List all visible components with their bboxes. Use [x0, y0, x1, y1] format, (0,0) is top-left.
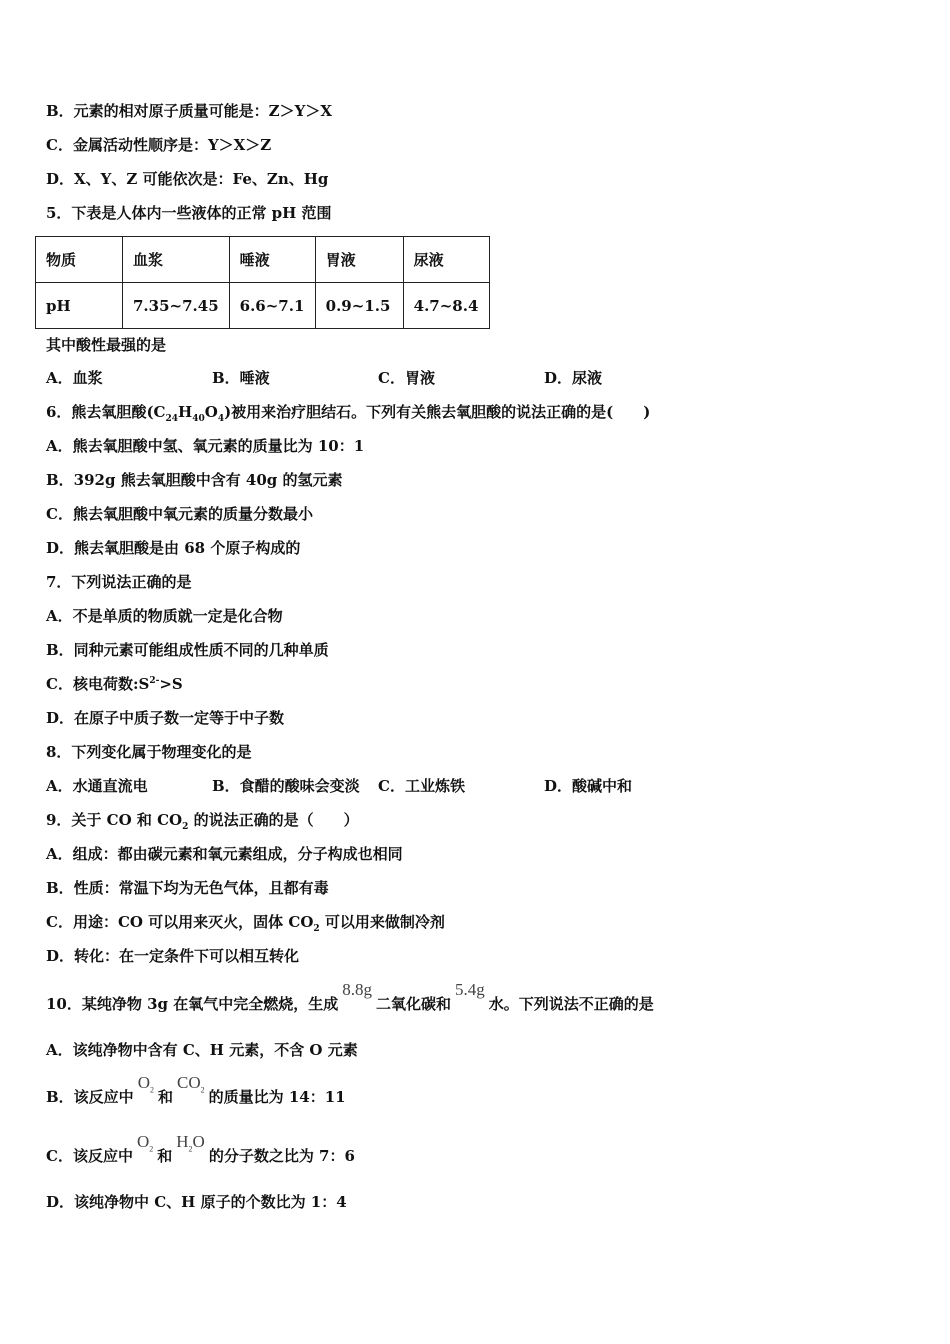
- q5-option-c: C．胃液: [378, 369, 435, 387]
- q7-option-d: D．在原子中质子数一定等于中子数: [46, 709, 285, 727]
- q9-option-b: B．性质：常温下均为无色气体，且都有毒: [46, 879, 329, 897]
- q9-option-d: D．转化：在一定条件下可以相互转化: [46, 947, 300, 965]
- mass-h2o: 5.4g: [455, 980, 485, 999]
- table-header-cell: 胃液: [315, 237, 403, 283]
- table-header-cell: 尿液: [403, 237, 489, 283]
- formula-o2: $O_2$: [137, 1073, 154, 1095]
- q9-option-a: A．组成：都由碳元素和氧元素组成，分子构成也相同: [46, 845, 403, 863]
- q8-option-c: C．工业炼铁: [378, 777, 465, 795]
- q7-option-c: C．核电荷数$:S^{2-}>S$: [46, 675, 183, 693]
- table-cell: pH: [36, 283, 123, 329]
- q8-options: [46, 776, 632, 796]
- q8-stem: 8．下列变化属于物理变化的是: [46, 743, 252, 761]
- q10-option-a: A．该纯净物中含有 C、H 元素，不含 O 元素: [46, 1041, 358, 1059]
- q6-option-a: A．熊去氧胆酸中氢、氧元素的质量比为 10：1: [46, 437, 365, 455]
- q9-option-c: C．用途：CO 可以用来灭火，固体 $CO_2$ 可以用来做制冷剂: [46, 913, 445, 934]
- q6-stem: 6．熊去氧胆酸$(C_{24}H_{40}O_4)$被用来治疗胆结石。下列有关熊去氧胆酸的说法正确的是( ): [46, 403, 651, 424]
- formula-co2: $CO_2$: [176, 1073, 205, 1095]
- formula-o2: $O_2$: [136, 1132, 154, 1154]
- q4-option-b: B．元素的相对原子质量可能是：Z＞Y＞X: [46, 102, 332, 120]
- q10-option-c: C．该反应中$O_2$ 和$H_2O$的分子数之比为 7：6: [46, 1132, 355, 1165]
- q8-option-a: A．水通直流电: [46, 777, 148, 795]
- table-row: [36, 237, 490, 283]
- table-header-cell: 唾液: [229, 237, 315, 283]
- q9-stem: 9．关于 CO 和 $CO_2$ 的说法正确的是（ ）: [46, 811, 359, 832]
- table-header-cell: 血浆: [123, 237, 230, 283]
- table-row: [36, 283, 490, 329]
- q5-option-b: B．唾液: [212, 369, 270, 387]
- q10-option-d: D．该纯净物中 C、H 原子的个数比为 1：4: [46, 1193, 347, 1211]
- table-cell: 0.9~1.5: [315, 283, 403, 329]
- table-cell: 4.7~8.4: [403, 283, 489, 329]
- ph-table: [35, 236, 490, 329]
- q8-option-b: B．食醋的酸味会变淡: [212, 777, 360, 795]
- table-header-cell: 物质: [36, 237, 123, 283]
- q6-option-d: D．熊去氧胆酸是由 68 个原子构成的: [46, 539, 301, 557]
- table-cell: 6.6~7.1: [229, 283, 315, 329]
- q10-stem: 10．某纯净物 3g 在氧气中完全燃烧，生成8.8g二氧化碳和5.4g水。下列说法不正确的是: [46, 980, 654, 1013]
- q5-options: [46, 368, 602, 388]
- q4-option-d: D．X、Y、Z 可能依次是：Fe、Zn、Hg: [46, 170, 329, 188]
- formula-h2o: $H_2O$: [176, 1132, 205, 1154]
- q5-option-a: A．血浆: [46, 369, 103, 387]
- q4-option-c: C．金属活动性顺序是：Y＞X＞Z: [46, 136, 272, 154]
- q10-option-b: B．该反应中$O_2$ 和$CO_2$ 的质量比为 14：11: [46, 1073, 346, 1106]
- q7-option-a: A．不是单质的物质就一定是化合物: [46, 607, 283, 625]
- q5-stem: 5．下表是人体内一些液体的正常 pH 范围: [46, 204, 332, 222]
- q8-option-d: D．酸碱中和: [544, 777, 633, 795]
- q5-question: 其中酸性最强的是: [46, 336, 167, 354]
- q5-option-d: D．尿液: [544, 369, 603, 387]
- table-cell: 7.35~7.45: [123, 283, 230, 329]
- q6-option-b: B．392g 熊去氧胆酸中含有 40g 的氢元素: [46, 471, 343, 489]
- q7-stem: 7．下列说法正确的是: [46, 573, 192, 591]
- q7-option-b: B．同种元素可能组成性质不同的几种单质: [46, 641, 329, 659]
- mass-co2: 8.8g: [342, 980, 372, 999]
- q6-option-c: C．熊去氧胆酸中氧元素的质量分数最小: [46, 505, 313, 523]
